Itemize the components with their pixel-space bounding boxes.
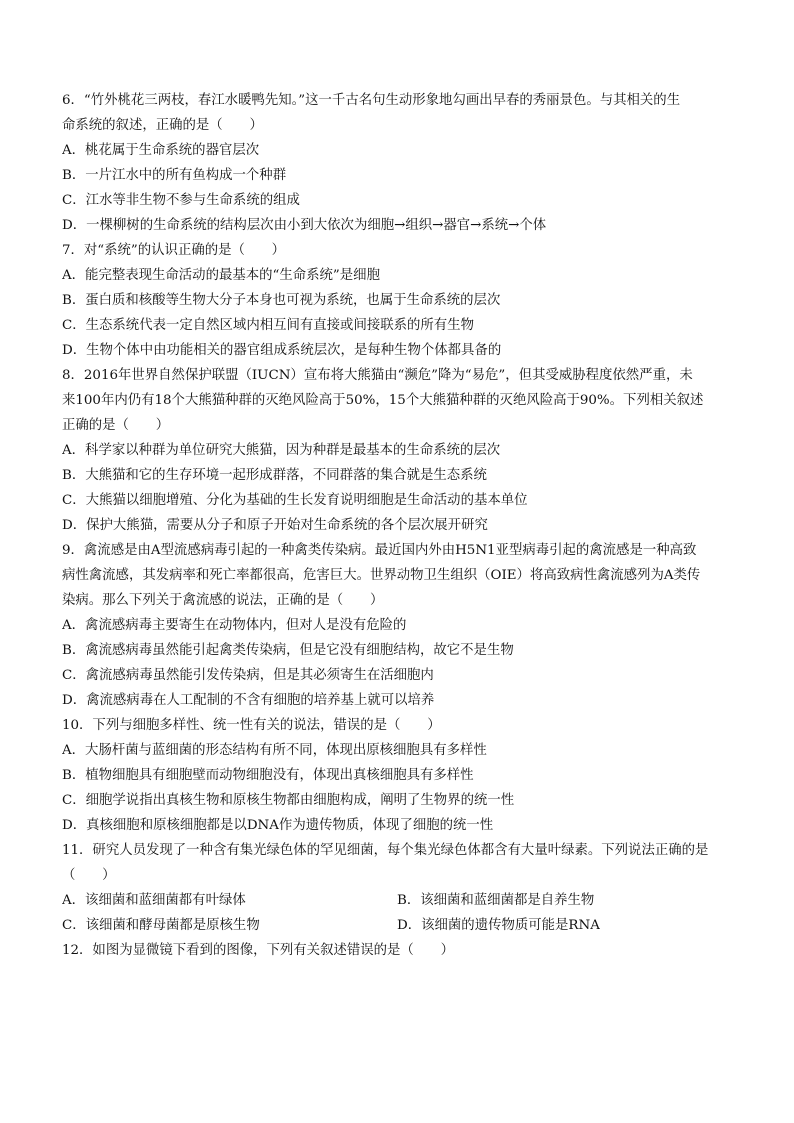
q9-stem-2: 病性禽流感，其发病率和死亡率都很高，危害巨大。世界动物卫生组织（OIE）将高致病性禽流感列为A类传 (62, 568, 701, 583)
q8-option-b: B．大熊猫和它的生存环境一起形成群落，不同群落的集合就是生态系统 (62, 468, 487, 483)
q10-option-b: B．植物细胞具有细胞壁而动物细胞没有，体现出真核细胞具有多样性 (62, 768, 474, 783)
q9-option-a: A．禽流感病毒主要寄生在动物体内，但对人是没有危险的 (62, 618, 407, 633)
q9-option-b: B．禽流感病毒虽然能引起禽类传染病，但是它没有细胞结构，故它不是生物 (62, 643, 514, 658)
q6-option-d: D．一棵柳树的生命系统的结构层次由小到大依次为细胞→组织→器官→系统→个体 (62, 218, 547, 233)
q11-options-row-2 (62, 913, 736, 938)
q11-option-a: A．该细菌和蓝细菌都有叶绿体 (62, 893, 246, 908)
q7-option-d: D．生物个体中由功能相关的器官组成系统层次，是每种生物个体都具备的 (62, 343, 502, 358)
q8-option-c: C．大熊猫以细胞增殖、分化为基础的生长发育说明细胞是生命活动的基本单位 (62, 493, 528, 508)
q8-stem-3: 正确的是（ ） (62, 418, 170, 433)
q9-stem-3: 染病。那么下列关于禽流感的说法，正确的是（ ） (62, 593, 384, 608)
q7-option-b: B．蛋白质和核酸等生物大分子本身也可视为系统，也属于生命系统的层次 (62, 293, 501, 308)
q11-option-d: D．该细菌的遗传物质可能是RNA (397, 918, 600, 933)
q6-option-a: A．桃花属于生命系统的器官层次 (62, 143, 260, 158)
q8-option-a: A．科学家以种群为单位研究大熊猫，因为种群是最基本的生命系统的层次 (62, 443, 501, 458)
q6-stem-2: 命系统的叙述，正确的是（ ） (62, 118, 263, 133)
q6-option-b: B．一片江水中的所有鱼构成一个种群 (62, 168, 287, 183)
q6-stem-1: 6．“竹外桃花三两枝，春江水暖鸭先知。”这一千古名句生动形象地勾画出早春的秀丽景色。与其相关的生 (62, 93, 681, 108)
q8-option-d: D．保护大熊猫，需要从分子和原子开始对生命系统的各个层次展开研究 (62, 518, 488, 533)
q12-stem-1: 12．如图为显微镜下看到的图像，下列有关叙述错误的是（ ） (62, 943, 454, 958)
q7-option-a: A．能完整表现生命活动的最基本的“生命系统”是细胞 (62, 268, 380, 283)
q7-stem-1: 7．对“系统”的认识正确的是（ ） (62, 243, 286, 258)
q8-stem-2: 来100年内仍有18个大熊猫种群的灭绝风险高于50%，15个大熊猫种群的灭绝风险高于90%。下列相关叙述 (62, 393, 704, 408)
q11-stem-2: （ ） (62, 868, 116, 883)
q9-option-c: C．禽流感病毒虽然能引发传染病，但是其必须寄生在活细胞内 (62, 668, 434, 683)
q6-option-c: C．江水等非生物不参与生命系统的组成 (62, 193, 300, 208)
q11-options-row-1 (62, 888, 736, 913)
q10-option-c: C．细胞学说指出真核生物和原核生物都由细胞构成，阐明了生物界的统一性 (62, 793, 515, 808)
q9-option-d: D．禽流感病毒在人工配制的不含有细胞的培养基上就可以培养 (62, 693, 435, 708)
q11-option-c: C．该细菌和酵母菌都是原核生物 (62, 918, 260, 933)
q10-stem-1: 10．下列与细胞多样性、统一性有关的说法，错误的是（ ） (62, 718, 441, 733)
q11-option-b: B．该细菌和蓝细菌都是自养生物 (397, 893, 595, 908)
q10-option-a: A．大肠杆菌与蓝细菌的形态结构有所不同，体现出原核细胞具有多样性 (62, 743, 487, 758)
q10-option-d: D．真核细胞和原核细胞都是以DNA作为遗传物质，体现了细胞的统一性 (62, 818, 494, 833)
q8-stem-1: 8．2016年世界自然保护联盟（IUCN）宣布将大熊猫由“濒危”降为“易危”，但其受威胁程度依然严重，未 (62, 368, 693, 383)
q7-option-c: C．生态系统代表一定自然区域内相互间有直接或间接联系的所有生物 (62, 318, 474, 333)
q9-stem-1: 9．禽流感是由A型流感病毒引起的一种禽类传染病。最近国内外由H5N1亚型病毒引起的禽流感是一种高致 (62, 543, 697, 558)
q11-stem-1: 11．研究人员发现了一种含有集光绿色体的罕见细菌，每个集光绿色体都含有大量叶绿素。下列说法正确的是 (62, 843, 709, 858)
